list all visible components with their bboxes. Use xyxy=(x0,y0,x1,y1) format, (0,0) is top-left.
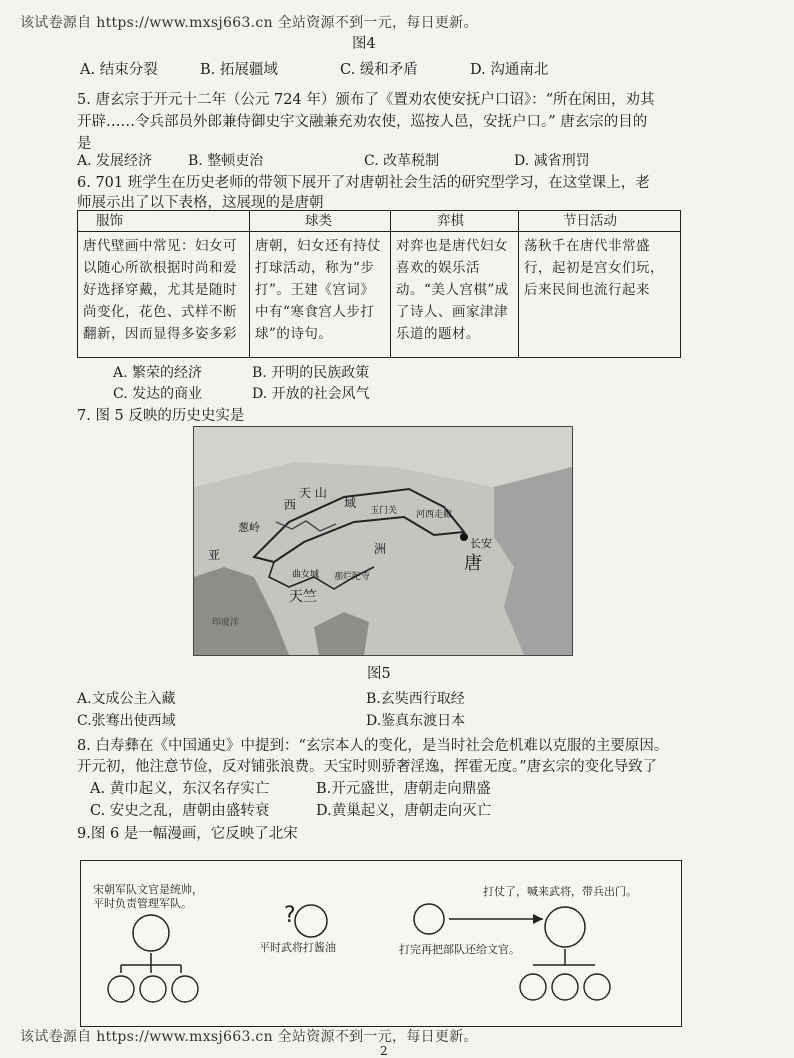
map-label-qunu: 曲女城 xyxy=(292,570,320,580)
figure-4-caption: 图4 xyxy=(352,36,376,52)
q6-option-d: D. 开放的社会风气 xyxy=(252,386,370,402)
q6-header-chess: 弈棋 xyxy=(391,211,519,232)
q5-option-a: A. 发展经济 xyxy=(77,153,153,169)
map-label-hexi: 河西走廊 xyxy=(416,510,453,520)
q6-stem-line2: 师展示出了以下表格，这展现的是唐朝 xyxy=(77,195,324,211)
q6-stem-line1: 6. 701 班学生在历史老师的带领下展开了对唐朝社会生活的研究型学习，在这堂课上，老 xyxy=(77,175,650,191)
q6-cell-ball: 唐朝，妇女还有持仗打球活动，称为“步打”。王建《宫词》中有“寒食宫人步打球”的诗句。 xyxy=(250,232,391,358)
q7-option-b: B.玄奘西行取经 xyxy=(366,691,465,707)
map-label-tianshan: 天 山 xyxy=(299,486,327,500)
map-label-ocean: 印度洋 xyxy=(212,618,240,628)
cartoon-drawing xyxy=(81,861,679,1024)
q5-stem-line2: 开辟……令兵部员外郎兼侍御史宇文融兼充劝农使，巡按人邑，安抚户口。” 唐玄宗的目的 xyxy=(77,114,648,130)
q6-cell-chess: 对弈也是唐代妇女喜欢的娱乐活动。“美人宫棋”成了诗人、画家津津乐道的题材。 xyxy=(391,232,519,358)
cartoon-caption-left-1: 宋朝军队文官是统帅， xyxy=(93,883,203,896)
q4-option-d: D. 沟通南北 xyxy=(470,62,549,78)
q8-option-d: D.黄巢起义，唐朝走向灭亡 xyxy=(316,803,492,819)
q7-option-c: C.张骞出使西域 xyxy=(77,713,176,729)
map-label-ya: 亚 xyxy=(208,548,221,562)
q5-stem-line1: 5. 唐玄宗于开元十二年（公元 724 年）颁布了《置劝农使安抚户口诏》：“所在闲田，劝其 xyxy=(77,92,655,108)
map-label-tang: 唐 xyxy=(464,553,482,574)
q6-table-header-row xyxy=(78,211,681,232)
q5-option-b: B. 整顿吏治 xyxy=(188,153,264,169)
figure-5-map xyxy=(193,426,573,656)
map-label-yu: 域 xyxy=(344,496,357,510)
q8-option-a: A. 黄巾起义，东汉名存实亡 xyxy=(90,781,270,797)
q6-table xyxy=(77,210,681,358)
map-changan-marker xyxy=(460,533,468,541)
q6-cell-festival: 荡秋千在唐代非常盛行，起初是宫女们玩，后来民间也流行起来 xyxy=(519,232,681,358)
cartoon-general-head-mid xyxy=(295,905,327,937)
cartoon-official-head-right xyxy=(414,904,444,934)
cartoon-soldier-head xyxy=(172,976,198,1002)
map-label-zhou: 洲 xyxy=(374,542,387,556)
cartoon-caption-right-top: 打仗了，喊来武将，带兵出门。 xyxy=(483,885,637,898)
q8-stem-line1: 8. 白寿彝在《中国通史》中提到：“玄宗本人的变化，是当时社会危机难以克服的主要原因。 xyxy=(77,738,669,754)
cartoon-soldier-head xyxy=(520,974,546,1000)
q9-stem: 9.图 6 是一幅漫画，它反映了北宋 xyxy=(77,826,298,842)
cartoon-official-head-left xyxy=(133,915,169,951)
cartoon-caption-left-2: 平时负责管理军队。 xyxy=(93,897,192,910)
q5-option-d: D. 减省刑罚 xyxy=(514,153,590,169)
q8-option-b: B.开元盛世，唐朝走向鼎盛 xyxy=(316,781,491,797)
map-label-xi: 西 xyxy=(284,498,297,512)
source-watermark-top: 该试卷源自 https://www.mxsj663.cn 全站资源不到一元，每日更新。 xyxy=(20,15,478,31)
q6-header-ball: 球类 xyxy=(250,211,391,232)
map-label-tianzhu: 天竺 xyxy=(289,589,317,605)
map-svg xyxy=(194,427,572,655)
figure-6-cartoon xyxy=(80,860,682,1027)
q6-option-b: B. 开明的民族政策 xyxy=(252,365,370,381)
cartoon-soldier-head xyxy=(552,974,578,1000)
cartoon-question-mark: ? xyxy=(284,903,296,928)
map-label-nalanduo: 那烂陀寺 xyxy=(334,572,371,582)
figure-5-caption: 图5 xyxy=(367,666,391,682)
cartoon-general-head-right xyxy=(545,907,585,947)
q7-stem: 7. 图 5 反映的历史史实是 xyxy=(77,408,245,424)
source-watermark-bottom: 该试卷源自 https://www.mxsj663.cn 全站资源不到一元，每日更新。 xyxy=(20,1029,478,1045)
q6-header-festival: 节日活动 xyxy=(519,211,681,232)
q7-option-a: A.文成公主入藏 xyxy=(77,691,176,707)
q4-option-a: A. 结束分裂 xyxy=(80,62,158,78)
cartoon-soldier-head xyxy=(584,974,610,1000)
cartoon-soldier-head xyxy=(108,976,134,1002)
q6-table-row xyxy=(78,232,681,358)
q5-option-c: C. 改革税制 xyxy=(364,153,440,169)
map-label-jieling: 葱岭 xyxy=(238,521,260,534)
q6-option-c: C. 发达的商业 xyxy=(113,386,203,402)
q4-option-b: B. 拓展疆域 xyxy=(200,62,278,78)
q8-stem-line2: 开元初，他注意节俭，反对铺张浪费。天宝时则骄奢淫逸，挥霍无度。”唐玄宗的变化导致了 xyxy=(77,759,658,775)
page-number: 2 xyxy=(380,1044,388,1058)
cartoon-soldier-head xyxy=(140,976,166,1002)
cartoon-caption-right-bottom: 打完再把部队还给文官。 xyxy=(399,943,520,956)
q8-option-c: C. 安史之乱，唐朝由盛转衰 xyxy=(90,803,270,819)
q6-option-a: A. 繁荣的经济 xyxy=(113,365,203,381)
q5-stem-line3: 是 xyxy=(77,136,92,152)
q6-cell-clothing: 唐代壁画中常见：妇女可以随心所欲根据时尚和爱好选择穿戴，尤其是随时尚变化，花色、式样不断翻新，因而显得多姿多彩 xyxy=(78,232,250,358)
cartoon-caption-mid: 平时武将打酱油 xyxy=(259,941,336,954)
map-label-changan: 长安 xyxy=(470,537,492,550)
q6-header-clothing: 服饰 xyxy=(78,211,250,232)
q4-option-c: C. 缓和矛盾 xyxy=(340,62,418,78)
q7-option-d: D.鉴真东渡日本 xyxy=(366,713,466,729)
map-label-yumenguan: 玉门关 xyxy=(370,506,398,516)
